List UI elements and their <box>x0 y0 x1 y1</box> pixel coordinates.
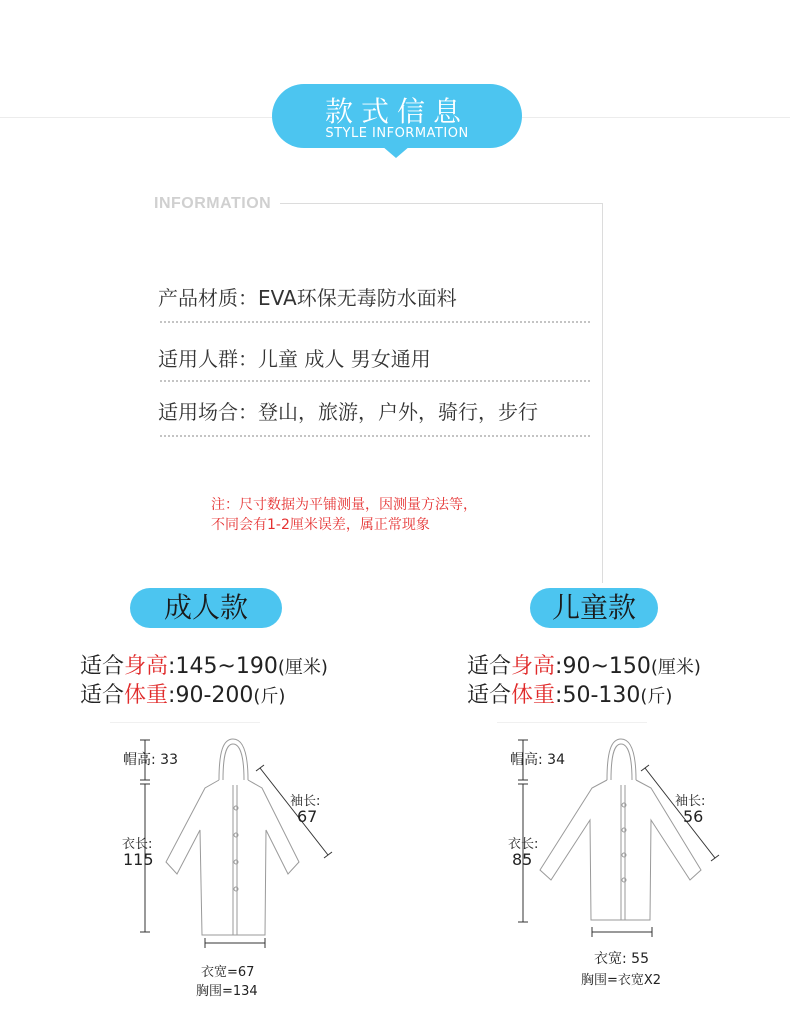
header-title-cn: 款式信息 <box>324 95 469 128</box>
weight-label: 体重 <box>124 683 169 708</box>
kids-length-label: 衣长: <box>508 837 539 852</box>
adult-width-label: 衣宽=67 <box>201 965 255 980</box>
adult-hood-label: 帽高: 33 <box>123 752 178 768</box>
information-label: INFORMATION <box>154 195 272 212</box>
kids-sleeve-label: 袖长: <box>675 794 706 809</box>
weight-label: 体重 <box>511 683 556 708</box>
height-label: 身高 <box>511 654 556 679</box>
adult-length-value: 115 <box>123 850 154 869</box>
height-value: :145~190 <box>168 654 278 679</box>
fit-prefix: 适合 <box>467 654 512 679</box>
adult-sleeve-value: 67 <box>297 807 318 826</box>
height-label: 身高 <box>124 654 169 679</box>
height-value: :90~150 <box>555 654 651 679</box>
kids-hood-label: 帽高: 34 <box>510 752 565 768</box>
weight-value: :50-130 <box>555 683 641 708</box>
kids-title: 儿童款 <box>551 591 636 624</box>
spec-occasions: 适用场合：登山，旅游，户外，骑行，步行 <box>158 400 538 424</box>
weight-unit: (斤) <box>253 686 286 707</box>
note-line-1: 注：尺寸数据为平铺测量，因测量方法等， <box>211 497 477 513</box>
height-unit: (厘米) <box>277 657 328 678</box>
fit-prefix: 适合 <box>80 683 125 708</box>
kids-length-value: 85 <box>512 850 533 869</box>
kids-width-label: 衣宽: 55 <box>594 951 649 967</box>
header-title-en: STYLE INFORMATION <box>325 126 469 141</box>
adult-length-label: 衣长: <box>122 837 153 852</box>
note-line-2: 不同会有1-2厘米误差，属正常现象 <box>211 517 430 533</box>
fit-prefix: 适合 <box>467 683 512 708</box>
adult-chest-label: 胸围=134 <box>196 984 258 999</box>
adult-title: 成人款 <box>163 591 248 624</box>
height-unit: (厘米) <box>650 657 701 678</box>
weight-unit: (斤) <box>640 686 673 707</box>
weight-value: :90-200 <box>168 683 254 708</box>
spec-material: 产品材质：EVA环保无毒防水面料 <box>158 286 457 310</box>
kids-sleeve-value: 56 <box>683 807 704 826</box>
spec-users: 适用人群：儿童 成人 男女通用 <box>158 347 431 371</box>
kids-chest-label: 胸围=衣宽X2 <box>581 973 662 988</box>
adult-sleeve-label: 袖长: <box>290 794 321 809</box>
fit-prefix: 适合 <box>80 654 125 679</box>
